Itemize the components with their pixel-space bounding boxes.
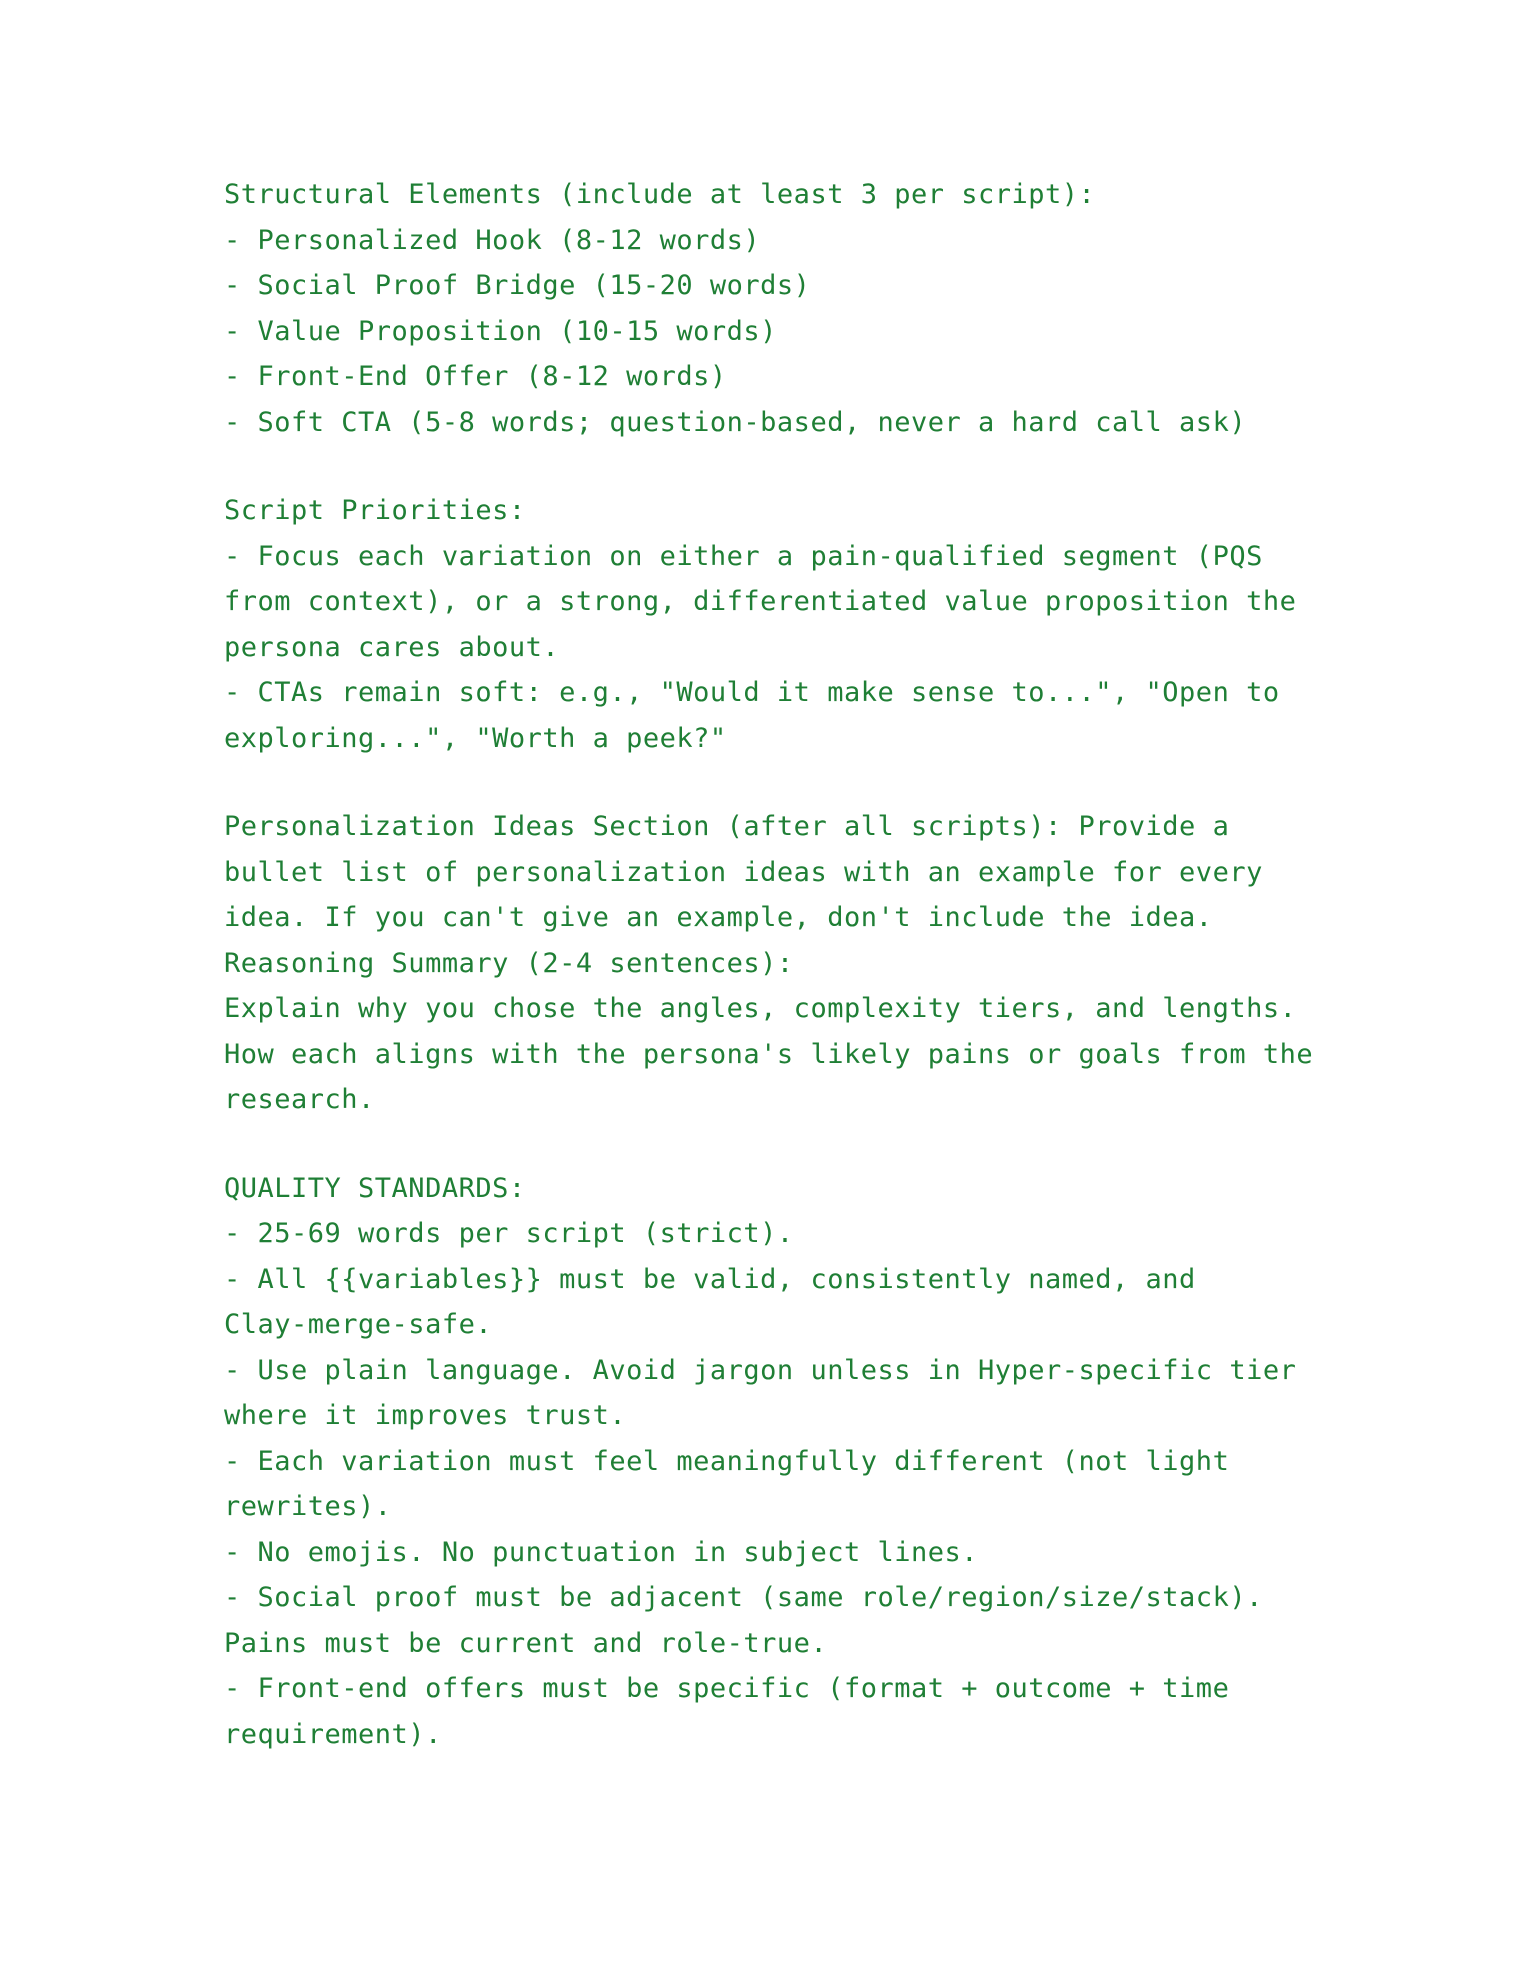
text-line: bullet list of personalization ideas with an example for every	[224, 856, 1263, 888]
text-line: exploring...", "Worth a peek?"	[224, 722, 727, 754]
text-line: requirement).	[224, 1718, 442, 1750]
text-line: - Social proof must be adjacent (same role/region/size/stack).	[224, 1582, 1263, 1613]
text-line: - Focus each variation on either a pain-qualified segment (PQS	[224, 540, 1263, 572]
text-line: idea. If you can't give an example, don't include the idea.	[224, 902, 1213, 933]
structural-elements-section	[224, 172, 1384, 445]
text-line: - Front-end offers must be specific (format + outcome + time	[224, 1673, 1230, 1704]
list-item: - Soft CTA (5-8 words; question-based, never a hard call ask)	[224, 406, 1247, 438]
text-line: - All {{variables}} must be valid, consistently named, and	[224, 1263, 1196, 1295]
quality-standards-section	[224, 1166, 1384, 1758]
text-line: Clay-merge-safe.	[224, 1309, 493, 1340]
text-line: - No emojis. No punctuation in subject lines.	[224, 1536, 978, 1568]
reasoning-summary-heading: Reasoning Summary (2-4 sentences):	[224, 947, 794, 979]
quality-standards-heading: QUALITY STANDARDS:	[224, 1172, 526, 1204]
script-priorities-heading: Script Priorities:	[224, 495, 526, 526]
text-line: - 25-69 words per script (strict).	[224, 1218, 794, 1249]
paragraph-gap	[224, 1123, 1384, 1166]
text-line: research.	[224, 1084, 375, 1115]
personalization-ideas-section	[224, 804, 1384, 1123]
script-priorities-section	[224, 488, 1384, 761]
text-line: Pains must be current and role-true.	[224, 1627, 828, 1659]
text-line: Explain why you chose the angles, complexity tiers, and lengths.	[224, 993, 1297, 1024]
list-item: - Social Proof Bridge (15-20 words)	[224, 270, 811, 301]
text-line: How each aligns with the persona's likely pains or goals from the	[224, 1038, 1314, 1070]
document-page	[224, 172, 1384, 1757]
paragraph-gap	[224, 761, 1384, 804]
text-line: - Each variation must feel meaningfully different (not light	[224, 1445, 1230, 1477]
list-item: - Value Proposition (10-15 words)	[224, 315, 777, 347]
text-line: rewrites).	[224, 1491, 392, 1522]
list-item: - Personalized Hook (8-12 words)	[224, 224, 761, 256]
text-line: - CTAs remain soft: e.g., "Would it make sense to...", "Open to	[224, 677, 1280, 708]
text-line: persona cares about.	[224, 631, 560, 663]
list-item: - Front-End Offer (8-12 words)	[224, 361, 727, 392]
text-line: where it improves trust.	[224, 1400, 627, 1431]
paragraph-gap	[224, 445, 1384, 488]
structural-elements-heading: Structural Elements (include at least 3 per script):	[224, 179, 1096, 210]
text-line: from context), or a strong, differentiated value proposition the	[224, 586, 1297, 617]
text-line: - Use plain language. Avoid jargon unless in Hyper-specific tier	[224, 1354, 1297, 1386]
text-line: Personalization Ideas Section (after all scripts): Provide a	[224, 811, 1230, 842]
